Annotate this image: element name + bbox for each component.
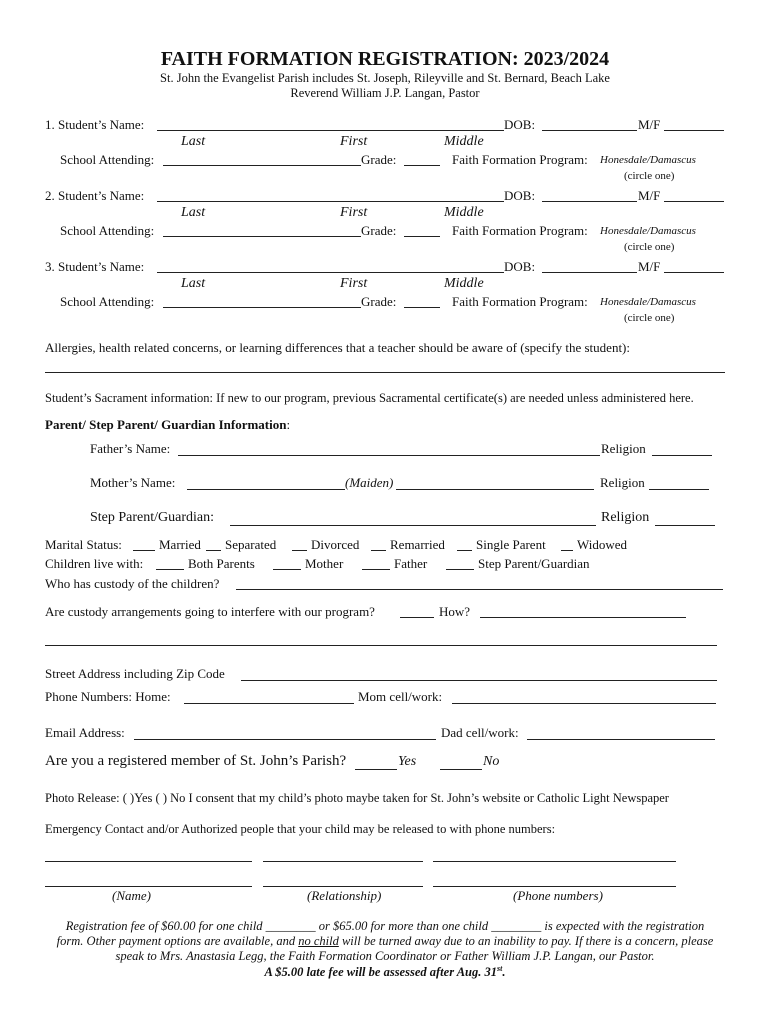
street-address-label: Street Address including Zip Code <box>45 666 225 681</box>
student-1-program-options[interactable]: Honesdale/Damascus <box>600 154 696 166</box>
student-2-name-field[interactable] <box>157 201 504 202</box>
student-2-first-caption: First <box>340 205 368 220</box>
student-3-first-caption: First <box>340 276 368 291</box>
marital-option-divorced[interactable]: Divorced <box>311 537 360 552</box>
children-option-both-parents[interactable]: Both Parents <box>188 556 255 571</box>
student-3-dob-label: DOB: <box>504 259 536 274</box>
children-live-with-label: Children live with: <box>45 556 144 571</box>
student-2-dob-field[interactable] <box>542 201 637 202</box>
email-field[interactable] <box>134 739 436 740</box>
step-religion-label: Religion <box>601 510 650 525</box>
student-1-school-field[interactable] <box>163 165 361 166</box>
sacrament-info: Student’s Sacrament information: If new to our program, previous Sacramental certificate(s) are needed unless administered here. <box>45 391 694 405</box>
marital-option-single-parent[interactable]: Single Parent <box>476 537 546 552</box>
student-3-grade-label: Grade: <box>361 294 397 309</box>
student-1-mf-field[interactable] <box>664 130 724 131</box>
emergency-contact-label: Emergency Contact and/or Authorized people that your child may be released to with phone numbers: <box>45 822 556 836</box>
how-label: How? <box>439 604 471 619</box>
mother-name-label: Mother’s Name: <box>90 475 176 490</box>
fee-line-2b: will be turned away due to an inability to pay. If there is a concern, please <box>338 934 714 948</box>
maiden-label: (Maiden) <box>345 475 394 490</box>
children-mother-blank[interactable] <box>273 569 301 570</box>
emergency-name-field-1[interactable] <box>45 861 252 862</box>
late-fee-notice <box>0 964 770 980</box>
student-1-grade-field[interactable] <box>404 165 440 166</box>
marital-single-parent-blank[interactable] <box>457 550 472 551</box>
late-fee-text: A $5.00 late fee will be assessed after Aug. 31 <box>264 965 498 980</box>
no-child-emphasis: no child <box>298 934 339 948</box>
marital-remarried-blank[interactable] <box>371 550 386 551</box>
student-2-program-options[interactable]: Honesdale/Damascus <box>600 225 696 237</box>
marital-option-married[interactable]: Married <box>159 537 201 552</box>
pastor-line: Reverend William J.P. Langan, Pastor <box>290 86 480 100</box>
children-option-mother[interactable]: Mother <box>305 556 344 571</box>
member-no-field[interactable] <box>440 769 482 770</box>
emergency-phone-field-2[interactable] <box>433 886 676 887</box>
home-phone-label: Phone Numbers: Home: <box>45 689 171 704</box>
emergency-relationship-field-2[interactable] <box>263 886 423 887</box>
phone-column-label: (Phone numbers) <box>513 888 603 903</box>
student-1-first-caption: First <box>340 134 368 149</box>
marital-widowed-blank[interactable] <box>561 550 573 551</box>
registration-fee-line-1: Registration fee of $60.00 for one child ________ or $65.00 for more than one child ________ is expected with the registration <box>65 919 705 933</box>
student-2-grade-field[interactable] <box>404 236 440 237</box>
street-address-field[interactable] <box>241 680 717 681</box>
marital-divorced-blank[interactable] <box>292 550 307 551</box>
mom-cell-label: Mom cell/work: <box>358 689 443 704</box>
student-2-name-label: 2. Student’s Name: <box>45 188 145 203</box>
student-3-school-label: School Attending: <box>60 294 155 309</box>
parish-subtitle: St. John the Evangelist Parish includes St. Joseph, Rileyville and St. Bernard, Beach Lake <box>160 71 610 85</box>
student-3-name-field[interactable] <box>157 272 504 273</box>
children-both-parents-blank[interactable] <box>156 569 184 570</box>
children-option-step-parent-guardian[interactable]: Step Parent/Guardian <box>478 556 590 571</box>
marital-married-blank[interactable] <box>133 550 155 551</box>
marital-separated-blank[interactable] <box>206 550 221 551</box>
marital-status-label: Marital Status: <box>45 537 122 552</box>
student-1-mf-label: M/F <box>638 117 661 132</box>
page-title: FAITH FORMATION REGISTRATION: 2023/2024 <box>160 48 610 70</box>
mother-religion-field[interactable] <box>649 489 709 490</box>
allergies-label: Allergies, health related concerns, or learning differences that a teacher should be aware of (specify the student): <box>45 340 630 355</box>
mother-religion-label: Religion <box>600 475 645 490</box>
marital-option-widowed[interactable]: Widowed <box>577 537 628 552</box>
student-1-last-caption: Last <box>181 134 206 149</box>
student-2-middle-caption: Middle <box>444 205 484 220</box>
how-field[interactable] <box>480 617 686 618</box>
home-phone-field[interactable] <box>184 703 354 704</box>
late-fee-sup: st <box>497 964 503 973</box>
student-3-mf-field[interactable] <box>664 272 724 273</box>
photo-release[interactable]: Photo Release: ( )Yes ( ) No I consent that my child’s photo maybe taken for St. John’s website or Catholic Light Newspaper <box>45 791 669 805</box>
parent-heading <box>45 417 290 433</box>
student-1-circle-note: (circle one) <box>624 170 675 182</box>
student-1-dob-label: DOB: <box>504 117 536 132</box>
student-1-dob-field[interactable] <box>542 130 637 131</box>
student-1-name-field[interactable] <box>157 130 504 131</box>
father-name-field[interactable] <box>178 455 600 456</box>
student-3-program-options[interactable]: Honesdale/Damascus <box>600 296 696 308</box>
father-name-label: Father’s Name: <box>90 441 171 456</box>
custody-label: Who has custody of the children? <box>45 576 220 591</box>
step-parent-label: Step Parent/Guardian: <box>90 510 215 525</box>
student-2-mf-label: M/F <box>638 188 661 203</box>
parent-heading-text: Parent/ Step Parent/ Guardian Information <box>45 417 287 432</box>
student-3-circle-note: (circle one) <box>624 312 675 324</box>
dad-cell-field[interactable] <box>527 739 715 740</box>
emergency-relationship-field-1[interactable] <box>263 861 423 862</box>
student-2-circle-note: (circle one) <box>624 241 675 253</box>
fee-line-2a: form. Other payment options are available, and <box>56 934 299 948</box>
custody-question: Are custody arrangements going to interfere with our program? <box>45 604 375 619</box>
student-2-mf-field[interactable] <box>664 201 724 202</box>
student-1-school-label: School Attending: <box>60 152 155 167</box>
member-yes-field[interactable] <box>355 769 397 770</box>
student-1-program-label: Faith Formation Program: <box>452 152 588 167</box>
student-3-dob-field[interactable] <box>542 272 637 273</box>
student-3-last-caption: Last <box>181 276 206 291</box>
email-label: Email Address: <box>45 725 125 740</box>
relationship-column-label: (Relationship) <box>307 888 382 903</box>
step-parent-field[interactable] <box>230 525 596 526</box>
registration-fee-line-2 <box>0 934 770 949</box>
custody-extra-field[interactable] <box>45 645 717 646</box>
student-1-middle-caption: Middle <box>444 134 484 149</box>
registration-fee-line-3: speak to Mrs. Anastasia Legg, the Faith Formation Coordinator or Father William J.P. Langan, our Pastor. <box>115 949 655 963</box>
member-yes-option[interactable]: Yes <box>398 754 417 769</box>
allergies-field[interactable] <box>45 372 725 373</box>
member-question: Are you a registered member of St. John’s Parish? <box>45 753 347 769</box>
step-religion-field[interactable] <box>655 525 715 526</box>
mom-cell-field[interactable] <box>452 703 716 704</box>
student-2-school-field[interactable] <box>163 236 361 237</box>
mother-name-field[interactable] <box>187 489 345 490</box>
father-religion-label: Religion <box>601 441 646 456</box>
student-2-program-label: Faith Formation Program: <box>452 223 588 238</box>
emergency-name-field-2[interactable] <box>45 886 252 887</box>
children-step-parent-guardian-blank[interactable] <box>446 569 474 570</box>
student-3-grade-field[interactable] <box>404 307 440 308</box>
student-3-middle-caption: Middle <box>444 276 484 291</box>
custody-field[interactable] <box>236 589 723 590</box>
children-father-blank[interactable] <box>362 569 390 570</box>
children-option-father[interactable]: Father <box>394 556 428 571</box>
student-3-name-label: 3. Student’s Name: <box>45 259 145 274</box>
member-no-option[interactable]: No <box>483 754 500 769</box>
marital-option-separated[interactable]: Separated <box>225 537 277 552</box>
father-religion-field[interactable] <box>652 455 712 456</box>
name-column-label: (Name) <box>112 888 151 903</box>
dad-cell-label: Dad cell/work: <box>441 725 519 740</box>
student-2-last-caption: Last <box>181 205 206 220</box>
parent-heading-colon: : <box>286 417 291 432</box>
student-3-school-field[interactable] <box>163 307 361 308</box>
marital-option-remarried[interactable]: Remarried <box>390 537 445 552</box>
student-1-grade-label: Grade: <box>361 152 397 167</box>
mother-maiden-field[interactable] <box>396 489 594 490</box>
student-2-school-label: School Attending: <box>60 223 155 238</box>
student-3-program-label: Faith Formation Program: <box>452 294 588 309</box>
student-2-dob-label: DOB: <box>504 188 536 203</box>
custody-answer-field[interactable] <box>400 617 434 618</box>
emergency-phone-field-1[interactable] <box>433 861 676 862</box>
student-2-grade-label: Grade: <box>361 223 397 238</box>
late-fee-end: . <box>502 965 506 980</box>
student-1-name-label: 1. Student’s Name: <box>45 117 145 132</box>
student-3-mf-label: M/F <box>638 259 661 274</box>
